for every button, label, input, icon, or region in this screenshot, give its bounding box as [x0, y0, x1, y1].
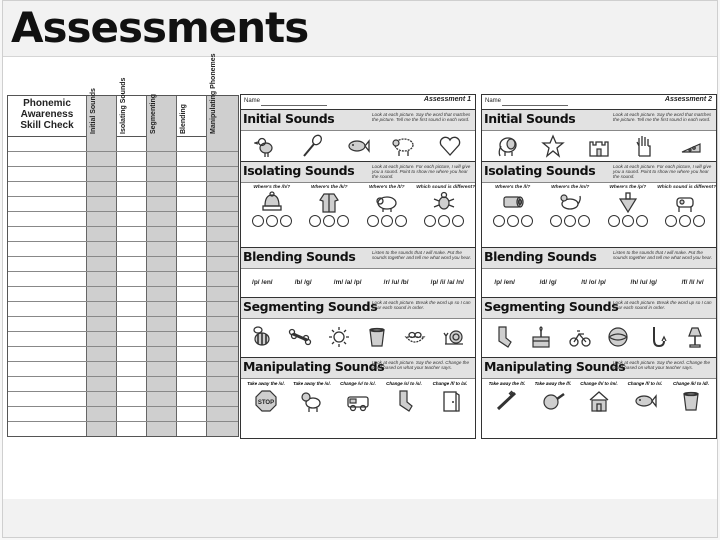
stop-sign-icon	[254, 389, 278, 413]
table-row	[8, 271, 238, 272]
answer-circles	[424, 215, 464, 227]
section-instructions: Look at each picture. Say the word that matches the picture. Tell me the first sound in each word.	[613, 112, 712, 123]
name-line	[502, 105, 568, 106]
phoneme-row	[241, 269, 475, 295]
phoneme-item: /h/ /u/ /g/	[630, 278, 657, 286]
section-title: Segmenting Sounds	[484, 299, 619, 314]
skill-column-label: Segmenting	[150, 93, 157, 134]
answer-circle[interactable]	[252, 215, 264, 227]
assessment-sheet-2	[481, 94, 717, 439]
snail-icon	[442, 325, 466, 349]
section-instructions: Look at each picture. Break the word up so I can hear each sound in order.	[613, 300, 712, 311]
answer-circle[interactable]	[337, 215, 349, 227]
door-icon	[438, 389, 462, 413]
hand-icon	[633, 134, 657, 158]
table-row	[8, 346, 238, 347]
picture-row	[482, 386, 716, 416]
item-question: Where's the /k/?	[310, 185, 348, 190]
table-row	[8, 166, 238, 167]
skill-column	[86, 88, 116, 436]
table-row	[8, 331, 238, 332]
log-icon	[501, 190, 525, 214]
section-instructions: Look at each picture. For each picture, I will give you a sound. Point to show me where you hear the sound.	[613, 164, 712, 180]
isolating-row	[241, 185, 475, 227]
isolating-item	[657, 185, 717, 227]
section-instructions: Look at each picture. Break the word up so I can hear each sound in order.	[372, 300, 471, 311]
bone-icon	[288, 325, 312, 349]
answer-circles	[252, 215, 292, 227]
assessment-sheet-1	[240, 94, 476, 439]
section-manipulating-sounds	[482, 357, 716, 439]
section-header	[482, 298, 716, 319]
sheet-top	[241, 95, 475, 109]
cup-icon	[365, 325, 389, 349]
item-question: Change /f/ to /a/.	[432, 381, 468, 386]
section-manipulating-sounds	[241, 357, 475, 439]
answer-circles	[309, 215, 349, 227]
answer-circle[interactable]	[578, 215, 590, 227]
table-row	[8, 316, 238, 317]
isolating-item	[359, 185, 415, 227]
item-question: Where's the /m/?	[551, 185, 590, 190]
section-header	[241, 110, 475, 131]
answer-circle[interactable]	[280, 215, 292, 227]
name-line	[261, 105, 327, 106]
mouse-icon	[558, 190, 582, 214]
skill-column-label: Blending	[180, 104, 187, 134]
section-initial-sounds	[241, 109, 475, 161]
answer-circle[interactable]	[636, 215, 648, 227]
phoneme-item: /p/ /en/	[252, 278, 273, 286]
cow-icon	[673, 190, 697, 214]
cake-icon	[529, 325, 553, 349]
section-header	[241, 298, 475, 319]
answer-circle[interactable]	[381, 215, 393, 227]
skill-check-table	[7, 53, 239, 437]
section-segmenting-sounds	[241, 297, 475, 357]
item-question: Take away the /s/.	[247, 381, 285, 386]
item-question: Take away the /f/.	[534, 381, 572, 386]
isolating-item	[301, 185, 357, 227]
section-header	[482, 358, 716, 379]
item-question: Which sound is different?	[416, 185, 476, 190]
elephant-icon	[495, 134, 519, 158]
item-question: Change /v/ to /c/.	[340, 381, 376, 386]
section-title: Manipulating Sounds	[243, 359, 385, 374]
answer-circle[interactable]	[608, 215, 620, 227]
table-row	[8, 211, 238, 212]
item-question: Where's the /h/?	[253, 185, 291, 190]
section-title: Blending Sounds	[243, 249, 356, 264]
answer-circle[interactable]	[679, 215, 691, 227]
phoneme-item: /r/ /u/ /b/	[383, 278, 409, 286]
skill-column-label: Initial Sounds	[90, 88, 97, 134]
spoon-icon	[300, 134, 324, 158]
cup-icon	[679, 389, 703, 413]
table-row	[8, 196, 238, 197]
section-instructions: Look at each picture. For each picture, I will give you a sound. Point to show me where you hear the sound.	[372, 164, 471, 180]
section-instructions: Look at each picture. Say the word. Change the word based on what your teacher says.	[372, 360, 470, 371]
name-label: Name	[244, 98, 261, 104]
sock-icon	[491, 325, 515, 349]
table-row	[8, 241, 238, 242]
pig-icon	[375, 190, 399, 214]
skill-column	[206, 53, 238, 436]
answer-circle[interactable]	[424, 215, 436, 227]
section-header	[241, 358, 475, 379]
section-segmenting-sounds	[482, 297, 716, 357]
section-instructions: Look at each picture. Say the word that matches the picture. Tell me the first sound in each word.	[372, 112, 471, 123]
item-question: Take away the /s/.	[293, 381, 331, 386]
dog-icon	[300, 389, 324, 413]
answer-circle[interactable]	[521, 215, 533, 227]
sock-icon	[392, 389, 416, 413]
bird-icon	[254, 134, 278, 158]
isolating-item	[485, 185, 541, 227]
section-title: Segmenting Sounds	[243, 299, 378, 314]
name-label: Name	[485, 98, 502, 104]
item-question: Change /s/ to /s/.	[386, 381, 422, 386]
section-isolating-sounds	[241, 161, 475, 247]
answer-circle[interactable]	[395, 215, 407, 227]
answer-circle[interactable]	[550, 215, 562, 227]
phoneme-item: /d/ /g/	[539, 278, 557, 286]
fish-icon	[633, 389, 657, 413]
star-icon	[541, 134, 565, 158]
answer-circles	[608, 215, 648, 227]
bee-icon	[250, 325, 274, 349]
picture-row	[241, 386, 475, 416]
phoneme-row	[482, 269, 716, 295]
cheese-icon	[679, 134, 703, 158]
phoneme-item: /t/ /o/ /p/	[581, 278, 606, 286]
item-question: Change /h/ to /m/.	[580, 381, 618, 386]
phoneme-item: /p/ /i/ /a/ /n/	[430, 278, 464, 286]
answer-circle[interactable]	[564, 215, 576, 227]
section-isolating-sounds	[482, 161, 716, 247]
section-initial-sounds	[482, 109, 716, 161]
section-instructions: Look at each picture. Say the word. Change the word based on what your teacher says.	[613, 360, 711, 371]
house-icon	[587, 389, 611, 413]
answer-circle[interactable]	[367, 215, 379, 227]
lamp-icon	[683, 325, 707, 349]
sheet-label: Assessment 2	[664, 96, 712, 103]
table-row	[8, 391, 238, 392]
title-bar	[3, 1, 717, 57]
item-question: Which sound is different?	[657, 185, 717, 190]
skill-column	[146, 93, 176, 436]
skill-check-title-line: Awareness	[20, 109, 74, 120]
section-title: Initial Sounds	[243, 111, 335, 126]
sheet-top	[482, 95, 716, 109]
item-question: Change /f/ to /s/.	[627, 381, 663, 386]
slide-title: Assessments	[11, 3, 309, 52]
section-header	[241, 248, 475, 269]
section-instructions: Listen to the sounds that I will make. Put the sounds together and tell me what word you hear.	[613, 250, 713, 261]
heart-icon	[438, 134, 462, 158]
picture-row	[482, 131, 716, 161]
picture-row	[241, 319, 475, 355]
answer-circle[interactable]	[452, 215, 464, 227]
slide	[2, 0, 718, 538]
section-header	[482, 162, 716, 183]
section-title: Isolating Sounds	[484, 163, 596, 178]
answer-circle[interactable]	[266, 215, 278, 227]
ball-icon	[606, 325, 630, 349]
isolating-item	[600, 185, 656, 227]
pan-icon	[541, 389, 565, 413]
item-question: Where's the /l/?	[495, 185, 531, 190]
section-header	[482, 110, 716, 131]
isolating-item	[542, 185, 598, 227]
phoneme-item: /p/ /en/	[494, 278, 515, 286]
bug-icon	[432, 190, 456, 214]
table-row	[8, 421, 238, 422]
section-instructions: Listen to the sounds that I will make. Put the sounds together and tell me what word you hear.	[372, 250, 472, 261]
answer-circles	[665, 215, 705, 227]
answer-circle[interactable]	[493, 215, 505, 227]
table-row	[8, 376, 238, 377]
phoneme-item: /b/ /g/	[294, 278, 312, 286]
section-title: Isolating Sounds	[243, 163, 355, 178]
skill-column	[116, 77, 146, 436]
answer-circles	[367, 215, 407, 227]
skill-check-title-line: Skill Check	[20, 120, 74, 131]
table-row	[8, 226, 238, 227]
sheep-icon	[392, 134, 416, 158]
item-question: Change /k/ to /d/.	[672, 381, 709, 386]
table-row	[8, 151, 238, 152]
castle-icon	[587, 134, 611, 158]
skill-column-label: Isolating Sounds	[120, 77, 127, 134]
item-question: Take away the /t/.	[488, 381, 526, 386]
answer-circle[interactable]	[507, 215, 519, 227]
table-row	[8, 286, 238, 287]
svg-text:STOP: STOP	[257, 400, 275, 406]
table-row	[8, 256, 238, 257]
section-blending-sounds	[241, 247, 475, 297]
picture-row	[241, 131, 475, 161]
answer-circles	[550, 215, 590, 227]
skill-check-title	[8, 98, 86, 131]
table-row	[8, 406, 238, 407]
toothbrush-icon	[495, 389, 519, 413]
section-title: Manipulating Sounds	[484, 359, 626, 374]
bottom-band	[3, 499, 717, 537]
section-header	[241, 162, 475, 183]
nest-icon	[403, 325, 427, 349]
answer-circles	[493, 215, 533, 227]
fish-icon	[346, 134, 370, 158]
hat-icon	[260, 190, 284, 214]
table-row	[8, 181, 238, 182]
answer-circle[interactable]	[622, 215, 634, 227]
phoneme-item: /f/ /l/ /v/	[681, 278, 704, 286]
coat-icon	[317, 190, 341, 214]
answer-circle[interactable]	[309, 215, 321, 227]
hook-icon	[644, 325, 668, 349]
bike-icon	[568, 325, 592, 349]
skill-column	[176, 96, 206, 436]
section-header	[482, 248, 716, 269]
skill-check-title-line: Phonemic	[23, 98, 71, 109]
isolating-item	[416, 185, 476, 227]
phoneme-item: /m/ /a/ /p/	[333, 278, 362, 286]
section-title: Blending Sounds	[484, 249, 597, 264]
picture-row	[482, 319, 716, 355]
section-title: Initial Sounds	[484, 111, 576, 126]
table-row	[8, 361, 238, 362]
item-question: Where's the /p/?	[609, 185, 647, 190]
top-icon	[616, 190, 640, 214]
item-question: Where's the /t/?	[368, 185, 405, 190]
section-blending-sounds	[482, 247, 716, 297]
table-row	[8, 301, 238, 302]
sun-icon	[327, 325, 351, 349]
sheet-label: Assessment 1	[423, 96, 471, 103]
answer-circle[interactable]	[438, 215, 450, 227]
answer-circle[interactable]	[665, 215, 677, 227]
isolating-row	[482, 185, 716, 227]
isolating-item	[244, 185, 300, 227]
van-icon	[346, 389, 370, 413]
answer-circle[interactable]	[693, 215, 705, 227]
skill-column-label: Manipulating Phonemes	[210, 53, 217, 134]
answer-circle[interactable]	[323, 215, 335, 227]
